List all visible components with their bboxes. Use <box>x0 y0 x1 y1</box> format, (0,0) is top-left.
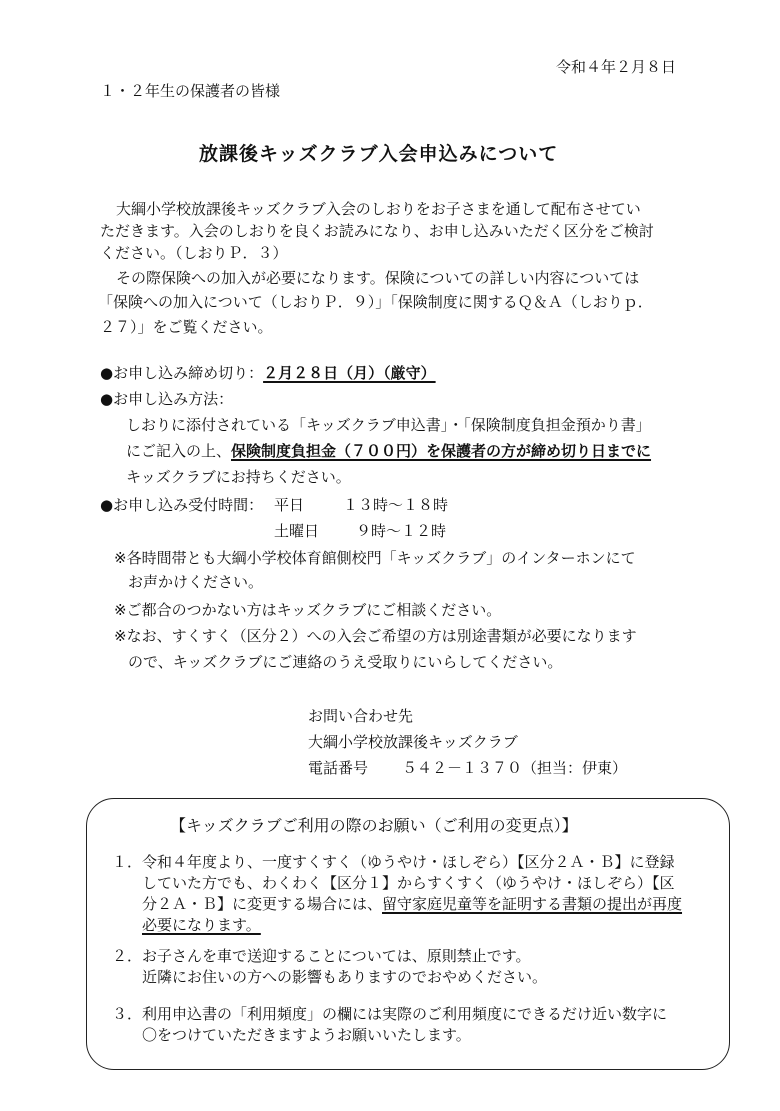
deadline-label: ●お申し込み締め切り： <box>100 364 264 382</box>
notice-item-number: ３． <box>112 1005 143 1023</box>
method-line-prefix: にご記入の上、 <box>126 442 232 460</box>
notice-item-line: 近隣にお住いの方への影響もありますのでおやめください。 <box>142 968 548 986</box>
notice-item-line: 令和４年度より、一度すくすく（ゆうやけ・ほしぞら）【区分２Ａ・Ｂ】に登録 <box>142 853 675 871</box>
note: お声かけください。 <box>128 573 264 591</box>
weekday-time: １３時～１８時 <box>343 496 449 514</box>
note: ※各時間帯とも大綱小学校体育館側校門「キッズクラブ」のインターホンにて <box>114 549 636 567</box>
weekday-label: 平日 <box>274 496 305 514</box>
contact-phone-label: 電話番号 <box>308 759 369 777</box>
intro-line: ください。（しおりＰ．３） <box>100 244 288 262</box>
notice-item-number: ２． <box>112 947 143 965</box>
page-title: 放課後キッズクラブ入会申込みについて <box>199 143 559 165</box>
method-line: キッズクラブにお持ちください。 <box>126 468 351 486</box>
notice-title: 【キッズクラブご利用の際のお願い（ご利用の変更点）】 <box>170 816 578 835</box>
intro-line: ２７）」をご覧ください。 <box>100 318 273 336</box>
method-line: しおりに添付されている「キッズクラブ申込書」・「保険制度負担金預かり書」 <box>126 416 651 434</box>
notice-item-emphasis: 必要になります。 <box>142 916 261 934</box>
saturday-label: 土曜日 <box>274 522 320 540</box>
hours-label: ●お申し込み受付時間： <box>100 496 264 514</box>
intro-line: 「保険への加入について（しおりＰ．９）」「保険制度に関するＱ＆Ａ（しおりｐ． <box>98 293 653 311</box>
notice-item-line: していた方でも、わくわく【区分１】からすくすく（ゆうやけ・ほしぞら）【区 <box>142 874 675 892</box>
intro-line: ただきます。入会のしおりを良くお読みになり、お申し込みいただく区分をご検討 <box>100 222 654 240</box>
deadline-value: ２月２８日（月）（厳守） <box>263 364 436 382</box>
method-line-emphasis: 保険制度負担金（７００円）を保護者の方が締め切り日までに <box>231 442 652 460</box>
notice-item-line: お子さんを車で送迎することについては、原則禁止です。 <box>142 947 531 965</box>
notice-item-line <box>142 914 261 936</box>
note: ※ご都合のつかない方はキッズクラブにご相談ください。 <box>114 601 502 619</box>
notice-item-number: １． <box>112 853 143 871</box>
notice-item-line: 〇をつけていただきますようお願いいたします。 <box>142 1026 471 1044</box>
intro-line: その際保険への加入が必要になります。保険についての詳しい内容については <box>116 269 640 287</box>
method-label: ●お申し込み方法： <box>100 390 234 408</box>
contact-phone: ５４２－１３７０（担当：伊東） <box>402 759 628 777</box>
contact-org: 大綱小学校放課後キッズクラブ <box>308 733 518 751</box>
date: 令和４年２月８日 <box>556 58 677 76</box>
method-line <box>126 440 651 462</box>
saturday-time: ９時～１２時 <box>356 522 447 540</box>
note: ので、キッズクラブにご連絡のうえ受取りにいらしてください。 <box>128 653 563 671</box>
contact-heading: お問い合わせ先 <box>308 707 414 725</box>
notice-item-emphasis: 留守家庭児童等を証明する書類の提出が再度 <box>382 895 683 913</box>
notice-item-prefix: 分２Ａ・Ｂ】に変更する場合には、 <box>142 895 383 913</box>
notice-item-line: 利用申込書の「利用頻度」の欄には実際のご利用頻度にできるだけ近い数字に <box>142 1005 668 1023</box>
intro-line: 大綱小学校放課後キッズクラブ入会のしおりをお子さまを通して配布させてい <box>116 200 641 218</box>
note: ※なお、すくすく（区分２）への入会ご希望の方は別途書類が必要になります <box>114 627 637 645</box>
deadline-row <box>100 362 436 384</box>
recipient: １・２年生の保護者の皆様 <box>100 82 281 100</box>
notice-item-line <box>142 893 682 915</box>
